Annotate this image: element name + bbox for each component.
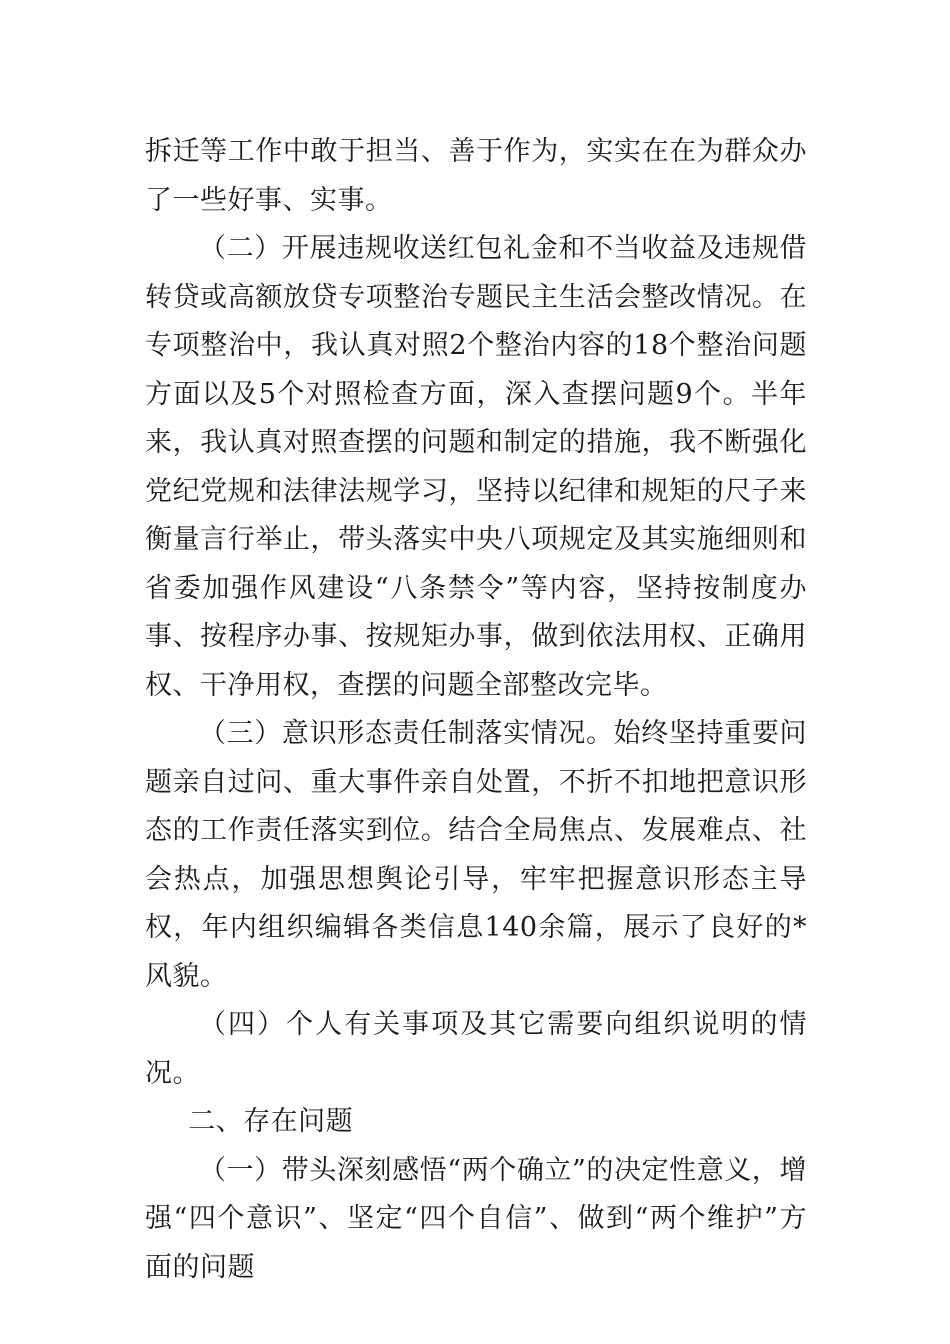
heading-existing-problems: 二、存在问题: [188, 1106, 354, 1137]
document-body: [145, 128, 807, 1292]
paragraph-section-3: （三）意识形态责任制落实情况。始终坚持重要问题亲自过问、重大事件亲自处置，不折不扣地把意识形态的工作责任落实到位。结合全局焦点、发展难点、社会热点，加强思想舆论引导，牢牢把握意识形态主导权，年内组织编辑各类信息140余篇，展示了良好的*风貌。: [145, 718, 807, 992]
paragraph-continuation: 拆迁等工作中敢于担当、善于作为，实实在在为群众办了一些好事、实事。: [145, 136, 807, 216]
paragraph-section-4: （四）个人有关事项及其它需要向组织说明的情况。: [145, 1009, 807, 1089]
paragraph-problem-1: （一）带头深刻感悟“两个确立”的决定性意义，增强“四个意识”、坚定“四个自信”、做到“两个维护”方面的问题: [145, 1154, 807, 1283]
paragraph-section-2: （二）开展违规收送红包礼金和不当收益及违规借转贷或高额放贷专项整治专题民主生活会整改情况。在专项整治中，我认真对照2个整治内容的18个整治问题方面以及5个对照检查方面，深入查摆问题9个。半年来，我认真对照查摆的问题和制定的措施，我不断强化党纪党规和法律法规学习，坚持以纪律和规矩的尺子来衡量言行举止，带头落实中央八项规定及其实施细则和省委加强作风建设“八条禁令”等内容，坚持按制度办事、按程序办事、按规矩办事，做到依法用权、正确用权、干净用权，查摆的问题全部整改完毕。: [145, 233, 807, 701]
